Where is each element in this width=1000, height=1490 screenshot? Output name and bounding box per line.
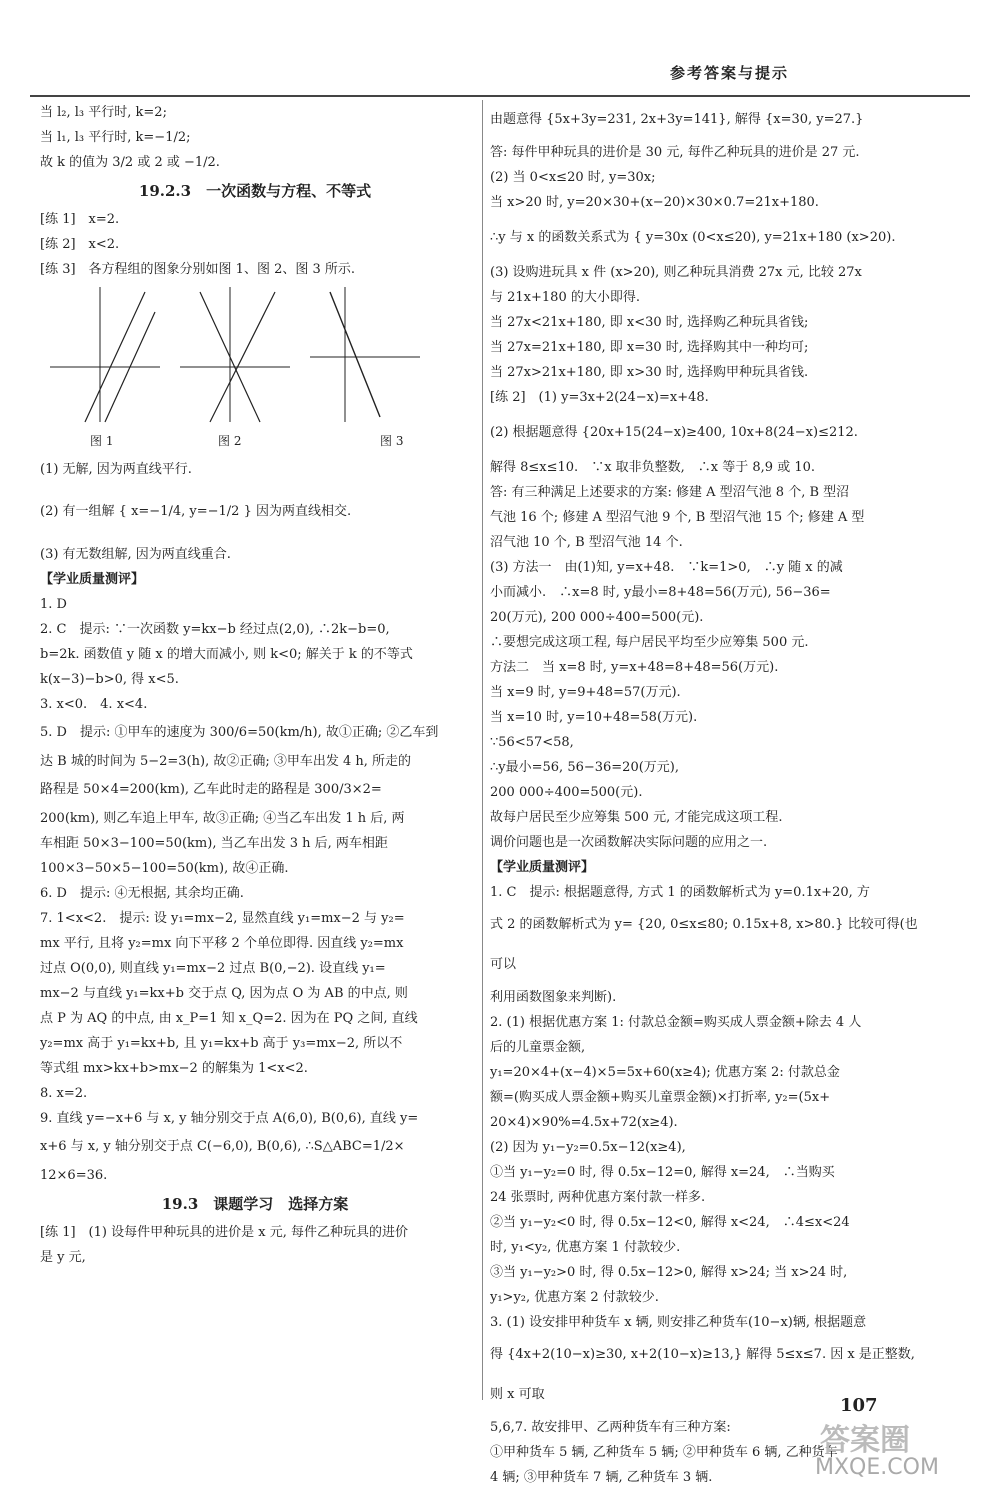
quality-line: 1. D <box>40 597 67 612</box>
quality-line: ②当 y₁−y₂<0 时, 得 0.5x−12<0, 解得 x<24, ∴4≤x<24 <box>490 1215 850 1230</box>
text-line: 当 x=10 时, y=10+48=58(万元). <box>490 710 698 725</box>
quality-line: 1. C 提示: 根据题意得, 方式 1 的函数解析式为 y=0.1x+20, 方 <box>490 885 870 900</box>
quality-line: ①甲种货车 5 辆, 乙种货车 5 辆; ②甲种货车 6 辆, 乙种货车 <box>490 1445 838 1460</box>
quality-line: 路程是 50×4=200(km), 乙车此时走的路程是 300/3×2= <box>40 782 382 797</box>
answer-line: (3) 有无数组解, 因为两直线重合. <box>40 547 231 562</box>
quality-line: 9. 直线 y=−x+6 与 x, y 轴分别交于点 A(6,0), B(0,6), 直线 y= <box>40 1111 419 1126</box>
text-line: 答: 每件甲种玩具的进价是 30 元, 每件乙种玩具的进价是 27 元. <box>490 145 860 160</box>
text-line: 当 l₂, l₃ 平行时, k=2; <box>40 105 167 120</box>
watermark-logo: 答案圈 <box>820 1423 910 1458</box>
text-line: 解得 8≤x≤10. ∵x 取非负整数, ∴x 等于 8,9 或 10. <box>490 460 816 475</box>
page-header-title: 参考答案与提示 <box>670 64 790 82</box>
text-line: 气池 16 个; 修建 A 型沼气池 9 个, B 型沼气池 15 个; 修建 A 型 <box>490 510 865 525</box>
quality-line: 2. (1) 根据优惠方案 1: 付款总金额=购买成人票金额+除去 4 人 <box>490 1015 862 1030</box>
quality-line: 2. C 提示: ∵一次函数 y=kx−b 经过点(2,0), ∴2k−b=0, <box>40 622 390 637</box>
quality-line: 后的儿童票金额, <box>490 1040 586 1055</box>
quality-line: 20×4)×90%=4.5x+72(x≥4). <box>490 1115 678 1130</box>
quality-line: ①当 y₁−y₂=0 时, 得 0.5x−12=0, 解得 x=24, ∴当购买 <box>490 1165 835 1180</box>
quality-title: 【学业质量测评】 <box>40 572 145 587</box>
quality-line: 5,6,7. 故安排甲、乙两种货车有三种方案: <box>490 1420 731 1435</box>
tail-line: [练 1] (1) 设每件甲种玩具的进价是 x 元, 每件乙种玩具的进价 <box>40 1225 408 1240</box>
quality-line: 过点 O(0,0), 则直线 y₁=mx−2 过点 B(0,−2). 设直线 y₁= <box>40 961 386 976</box>
text-line: 当 l₁, l₃ 平行时, k=−1/2; <box>40 130 191 145</box>
text-line: (3) 设购进玩具 x 件 (x>20), 则乙种玩具消费 27x 元, 比较 27x <box>490 265 862 280</box>
quality-line: 5. D 提示: ①甲车的速度为 300/6=50(km/h), 故①正确; ②乙车到 <box>40 725 439 740</box>
quality-line: 达 B 城的时间为 5−2=3(h), 故②正确; ③甲车出发 4 h, 所走的 <box>40 754 412 769</box>
practice-line: [练 1] x=2. <box>40 212 120 227</box>
text-line: 与 21x+180 的大小即得. <box>490 290 640 305</box>
practice-line: [练 3] 各方程组的图象分别如图 1、图 2、图 3 所示. <box>40 262 356 277</box>
text-line: 当 27x>21x+180, 即 x>30 时, 选择购甲种玩具省钱. <box>490 365 809 380</box>
quality-line: 12×6=36. <box>40 1168 108 1183</box>
text-line: 由题意得 {5x+3y=231, 2x+3y=141}, 解得 {x=30, y=27.} <box>490 112 864 127</box>
text-line: 当 x=9 时, y=9+48=57(万元). <box>490 685 681 700</box>
watermark-url: MXQE.COM <box>815 1455 939 1480</box>
quality-lines <box>40 592 470 1188</box>
graph-2 <box>180 282 295 427</box>
right-lines <box>490 100 930 855</box>
tail-line: 是 y 元, <box>40 1250 86 1265</box>
graph-3 <box>310 282 460 427</box>
quality-line: 得 {4x+2(10−x)≥30, x+2(10−x)≥13,} 解得 5≤x≤7. 因 x 是正整数, 则 x 可取 <box>490 1347 920 1402</box>
quality-line: 等式组 mx>kx+b>mx−2 的解集为 1<x<2. <box>40 1061 308 1076</box>
graph-1 <box>50 282 165 427</box>
quality-title: 【学业质量测评】 <box>490 860 595 875</box>
quality-line: ③当 y₁−y₂>0 时, 得 0.5x−12>0, 解得 x>24; 当 x>24 时, <box>490 1265 848 1280</box>
quality-line: 式 2 的函数解析式为 y= {20, 0≤x≤80; 0.15x+8, x>80.} 比较可得(也可以 <box>490 917 918 972</box>
quality-line: 3. (1) 设安排甲种货车 x 辆, 则安排乙种货车(10−x)辆, 根据题意 <box>490 1315 867 1330</box>
text-line: ∵56<57<58, <box>490 735 574 750</box>
text-line: ∴y最小=56, 56−36=20(万元), <box>490 760 680 775</box>
text-line: 200 000÷400=500(元). <box>490 785 643 800</box>
quality-line: 8. x=2. <box>40 1086 88 1101</box>
quality-line: k(x−3)−b>0, 得 x<5. <box>40 672 179 687</box>
quality-line: 利用函数图象来判断). <box>490 990 617 1005</box>
quality-line: 车相距 50×3−100=50(km), 当乙车出发 3 h 后, 两车相距 <box>40 836 388 851</box>
text-line: 调价问题也是一次函数解决实际问题的应用之一. <box>490 835 768 850</box>
text-line: (2) 当 0<x≤20 时, y=30x; <box>490 170 656 185</box>
graph-figures <box>40 282 470 457</box>
quality-line: 6. D 提示: ④无根据, 其余均正确. <box>40 886 244 901</box>
graph-label: 图 2 <box>218 434 242 448</box>
quality-line: y₁>y₂, 优惠方案 2 付款较少. <box>490 1290 659 1305</box>
quality-line: mx 平行, 且将 y₂=mx 向下平移 2 个单位即得. 因直线 y₂=mx <box>40 936 404 951</box>
quality-line: 3. x<0. 4. x<4. <box>40 697 148 712</box>
text-line: (3) 方法一 由(1)知, y=x+48. ∵k=1>0, ∴y 随 x 的减 <box>490 560 843 575</box>
page-number: 107 <box>840 1395 878 1416</box>
left-column <box>40 100 470 1270</box>
graph-label: 图 3 <box>380 434 404 448</box>
text-line: ∴要想完成这项工程, 每户居民平均至少应筹集 500 元. <box>490 635 809 650</box>
quality-line: 24 张票时, 两种优惠方案付款一样多. <box>490 1190 706 1205</box>
text-line: 方法二 当 x=8 时, y=x+48=8+48=56(万元). <box>490 660 779 675</box>
quality-line: y₂=mx 高于 y₁=kx+b, 且 y₁=kx+b 高于 y₃=mx−2, 所以不 <box>40 1036 403 1051</box>
text-line: ∴y 与 x 的函数关系式为 { y=30x (0<x≤20), y=21x+180 (x>20). <box>490 230 896 245</box>
text-line: 沼气池 10 个, B 型沼气池 14 个. <box>490 535 683 550</box>
top-lines <box>40 100 470 175</box>
answer-line: (2) 有一组解 { x=−1/4, y=−1/2 } 因为两直线相交. <box>40 504 352 519</box>
text-line: 故 k 的值为 3/2 或 2 或 −1/2. <box>40 155 220 170</box>
quality-line: 额=(购买成人票金额+购买儿童票金额)×打折率, y₂=(5x+ <box>490 1090 831 1105</box>
quality-line: 200(km), 则乙车追上甲车, 故③正确; ④当乙车出发 1 h 后, 两 <box>40 811 405 826</box>
text-line: 小而减小. ∴x=8 时, y最小=8+48=56(万元), 56−36= <box>490 585 831 600</box>
quality-line: 4 辆; ③甲种货车 7 辆, 乙种货车 3 辆. <box>490 1470 713 1485</box>
text-line: 20(万元), 200 000÷400=500(元). <box>490 610 704 625</box>
practice-line: [练 2] x<2. <box>40 237 120 252</box>
right-column <box>490 100 930 1490</box>
text-line: [练 2] (1) y=3x+2(24−x)=x+48. <box>490 390 709 405</box>
quality-line: 7. 1<x<2. 提示: 设 y₁=mx−2, 显然直线 y₁=mx−2 与 y₂= <box>40 911 405 926</box>
answer-line: (1) 无解, 因为两直线平行. <box>40 462 192 477</box>
section-title-2: 19.3 课题学习 选择方案 <box>161 1195 349 1213</box>
text-line: 当 27x=21x+180, 即 x=30 时, 选择购其中一种均可; <box>490 340 809 355</box>
text-line: 当 x>20 时, y=20×30+(x−20)×30×0.7=21x+180. <box>490 195 819 210</box>
text-line: (2) 根据题意得 {20x+15(24−x)≥400, 10x+8(24−x)≤212. <box>490 425 858 440</box>
graph-label: 图 1 <box>90 434 114 448</box>
text-line: 故每户居民至少应筹集 500 元, 才能完成这项工程. <box>490 810 783 825</box>
text-line: 答: 有三种满足上述要求的方案: 修建 A 型沼气池 8 个, B 型沼 <box>490 485 850 500</box>
quality-line: 点 P 为 AQ 的中点, 由 x_P=1 知 x_Q=2. 因为在 PQ 之间, 直线 <box>40 1011 418 1026</box>
text-line: 当 27x<21x+180, 即 x<30 时, 选择购乙种玩具省钱; <box>490 315 809 330</box>
quality-line: 100×3−50×5−100=50(km), 故④正确. <box>40 861 289 876</box>
quality-line: 时, y₁<y₂, 优惠方案 1 付款较少. <box>490 1240 681 1255</box>
column-divider <box>482 100 483 1400</box>
header-rule <box>30 95 970 97</box>
quality-line: x+6 与 x, y 轴分别交于点 C(−6,0), B(0,6), ∴S△ABC=1/2× <box>40 1139 405 1154</box>
quality-line: mx−2 与直线 y₁=kx+b 交于点 Q, 因为点 O 为 AB 的中点, 则 <box>40 986 408 1001</box>
quality-line: b=2k. 函数值 y 随 x 的增大而减小, 则 k<0; 解关于 k 的不等式 <box>40 647 413 662</box>
section-title: 19.2.3 一次函数与方程、不等式 <box>138 182 372 200</box>
quality-line: y₁=20×4+(x−4)×5=5x+60(x≥4); 优惠方案 2: 付款总金 <box>490 1065 840 1080</box>
quality-line: (2) 因为 y₁−y₂=0.5x−12(x≥4), <box>490 1140 686 1155</box>
